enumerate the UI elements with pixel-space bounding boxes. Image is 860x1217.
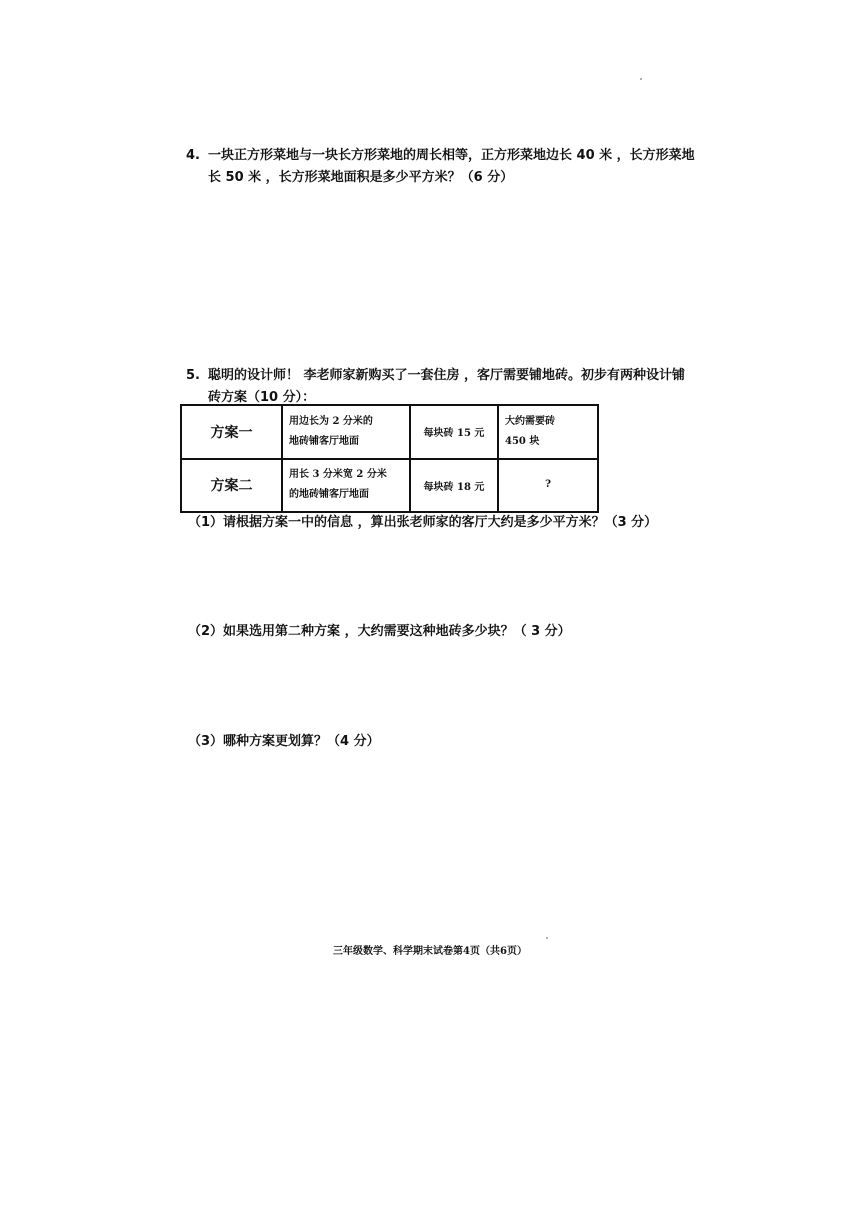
plan-desc-line2: 的地砖铺客厅地面 [289, 489, 369, 501]
plan-desc-line1: 用长 3 分米宽 2 分米 [289, 469, 387, 481]
table-row [181, 459, 598, 513]
plan-need-cell [498, 405, 598, 459]
table-row [181, 405, 598, 459]
sub-question-1: （1）请根据方案一中的信息 ，算出张老师家的客厅大约是多少平方米？（3 分） [188, 515, 658, 530]
plan-need-cell [498, 459, 598, 513]
plan-price-cell: 每块砖 15 元 [410, 405, 498, 459]
question-5-line1 [186, 365, 746, 387]
sub-question-3: （3）哪种方案更划算？（4 分） [188, 734, 380, 749]
plan-desc-line1: 用边长为 2 分米的 [289, 415, 373, 427]
question-4-number: 4. [186, 148, 200, 163]
plan-name-cell: 方案二 [181, 459, 282, 513]
plan-name-cell: 方案一 [181, 405, 282, 459]
scan-speck [640, 78, 642, 80]
question-4-text-line1: 一块正方形菜地与一块长方形菜地的周长相等，正方形菜地边长 40 米 ，长方形菜地 [208, 148, 695, 163]
plan-need-line2: 450 块 [505, 435, 540, 447]
question-4-line1 [186, 145, 746, 167]
plan-desc-cell [282, 405, 410, 459]
question-5-text-line2: 砖方案（10 分）： [208, 390, 316, 405]
question-5 [186, 365, 746, 409]
tile-plan-table [180, 404, 599, 513]
sub-question-2: （2）如果选用第二种方案 ，大约需要这种地砖多少块？（ 3 分） [188, 624, 571, 639]
plan-need-unknown: ? [545, 479, 551, 491]
question-4 [186, 145, 746, 189]
plan-desc-cell [282, 459, 410, 513]
question-4-text-line2: 长 50 米 ，长方形菜地面积是多少平方米？（6 分） [208, 170, 514, 185]
question-5-text-line1: 聪明的设计师！ 李老师家新购买了一套住房 ，客厅需要铺地砖。初步有两种设计铺 [208, 368, 686, 383]
plan-desc-line2: 地砖铺客厅地面 [289, 435, 359, 447]
plan-price-cell: 每块砖 18 元 [410, 459, 498, 513]
page-footer: 三年级数学、科学期末试卷第4页（共6页） [333, 946, 527, 957]
plan-need-line1: 大约需要砖 [505, 415, 555, 427]
scan-speck [546, 937, 548, 939]
question-5-number: 5. [186, 368, 200, 383]
